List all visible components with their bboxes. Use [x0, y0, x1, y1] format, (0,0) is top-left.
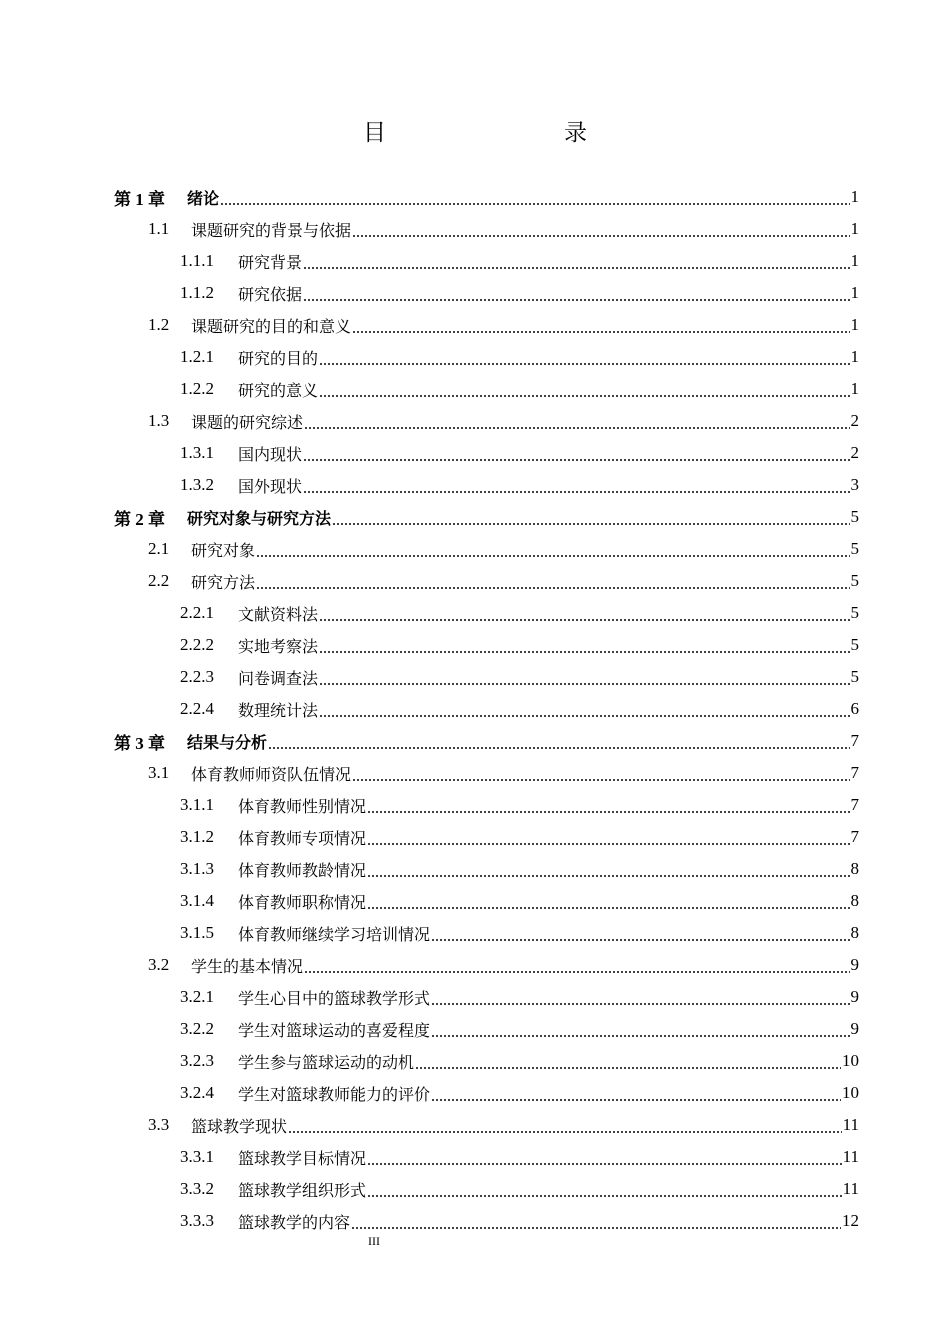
- toc-entry-page: 8: [850, 891, 859, 910]
- toc-entry-page: 1: [850, 347, 859, 366]
- toc-leader-dots: [431, 939, 849, 941]
- toc-entry-title: 学生心目中的篮球教学形式: [238, 988, 431, 1008]
- toc-entry[interactable]: [114, 726, 859, 756]
- toc-entry-title: 学生对篮球运动的喜爱程度: [238, 1020, 431, 1040]
- toc-leader-dots: [415, 1067, 841, 1069]
- toc-entry-page: 10: [842, 1051, 859, 1070]
- toc-entry-number: 第 2 章: [114, 509, 165, 529]
- toc-entry-number: 3.2.3: [180, 1051, 214, 1070]
- toc-leader-dots: [367, 907, 849, 909]
- toc-entry-number: 1.2.2: [180, 379, 214, 398]
- toc-entry[interactable]: [180, 886, 859, 916]
- toc-leader-dots: [304, 971, 849, 973]
- toc-leader-dots: [332, 523, 849, 525]
- toc-entry-page: 5: [850, 507, 859, 526]
- toc-entry-number: 1.3: [148, 411, 170, 430]
- toc-entry-title: 国外现状: [238, 476, 303, 496]
- toc-entry-number: 3.1.1: [180, 795, 214, 814]
- toc-title: 目 录: [363, 120, 631, 146]
- toc-entry-title: 体育教师性别情况: [238, 796, 367, 816]
- toc-entry[interactable]: [180, 854, 859, 884]
- toc-entry[interactable]: [180, 470, 859, 500]
- toc-leader-dots: [256, 555, 849, 557]
- toc-entry-page: 1: [850, 315, 859, 334]
- toc-entry-page: 1: [850, 219, 859, 238]
- toc-entry-number: 3.2.1: [180, 987, 214, 1006]
- toc-entry[interactable]: [114, 182, 859, 212]
- toc-entry[interactable]: [180, 918, 859, 948]
- toc-entry-number: 3.1: [148, 763, 170, 782]
- toc-entry[interactable]: [148, 1110, 859, 1140]
- toc-entry-number: 3.3: [148, 1115, 170, 1134]
- toc-entry[interactable]: [180, 630, 859, 660]
- toc-entry-title: 研究依据: [238, 284, 303, 304]
- toc-entry[interactable]: [180, 1174, 859, 1204]
- toc-entry-title: 篮球教学目标情况: [238, 1148, 367, 1168]
- toc-leader-dots: [303, 299, 849, 301]
- toc-entry-title: 数理统计法: [238, 700, 319, 720]
- toc-entry[interactable]: [180, 1142, 859, 1172]
- toc-leader-dots: [319, 715, 849, 717]
- toc-entry-page: 12: [842, 1211, 859, 1230]
- toc-entry-page: 9: [850, 955, 859, 974]
- toc-leader-dots: [431, 1099, 841, 1101]
- toc-leader-dots: [367, 875, 849, 877]
- toc-leader-dots: [303, 459, 849, 461]
- toc-entry-title: 国内现状: [238, 444, 303, 464]
- toc-entry[interactable]: [148, 758, 859, 788]
- toc-entry-page: 1: [850, 379, 859, 398]
- toc-entry-page: 8: [850, 859, 859, 878]
- toc-entry[interactable]: [180, 822, 859, 852]
- toc-entry[interactable]: [148, 950, 859, 980]
- toc-entry-page: 9: [850, 1019, 859, 1038]
- toc-entry[interactable]: [148, 534, 859, 564]
- toc-leader-dots: [367, 1163, 842, 1165]
- toc-entry-page: 9: [850, 987, 859, 1006]
- toc-entry-title: 学生的基本情况: [191, 956, 304, 976]
- toc-entry[interactable]: [180, 598, 859, 628]
- toc-entry-title: 研究方法: [191, 572, 256, 592]
- toc-entry-number: 1.3.2: [180, 475, 214, 494]
- toc-entry[interactable]: [180, 1206, 859, 1236]
- toc-entry-number: 1.1: [148, 219, 170, 238]
- toc-entry[interactable]: [114, 502, 859, 532]
- toc-entry[interactable]: [180, 694, 859, 724]
- toc-entry-number: 3.1.3: [180, 859, 214, 878]
- toc-leader-dots: [431, 1035, 849, 1037]
- toc-entry[interactable]: [148, 214, 859, 244]
- toc-entry-title: 结果与分析: [187, 732, 268, 752]
- toc-entry-number: 第 3 章: [114, 733, 165, 753]
- toc-entry[interactable]: [148, 566, 859, 596]
- toc-entry-page: 5: [850, 603, 859, 622]
- toc-entry[interactable]: [180, 438, 859, 468]
- toc-entry-title: 课题的研究综述: [191, 412, 304, 432]
- toc-entry-page: 5: [850, 667, 859, 686]
- toc-entry-title: 问卷调查法: [238, 668, 319, 688]
- toc-entry-page: 8: [850, 923, 859, 942]
- toc-entry[interactable]: [180, 662, 859, 692]
- toc-leader-dots: [256, 587, 849, 589]
- toc-leader-dots: [367, 843, 849, 845]
- toc-entry-title: 篮球教学组织形式: [238, 1180, 367, 1200]
- toc-leader-dots: [319, 619, 849, 621]
- toc-entry[interactable]: [180, 374, 859, 404]
- toc-entry-page: 11: [842, 1179, 859, 1198]
- toc-entry-title: 体育教师师资队伍情况: [191, 764, 352, 784]
- toc-leader-dots: [367, 811, 849, 813]
- toc-leader-dots: [352, 235, 849, 237]
- toc-leader-dots: [319, 395, 849, 397]
- page-number-footer: III: [368, 1234, 380, 1248]
- toc-entry-number: 3.3.1: [180, 1147, 214, 1166]
- toc-entry-page: 2: [850, 411, 859, 430]
- toc-leader-dots: [288, 1131, 842, 1133]
- toc-entry-page: 7: [850, 795, 859, 814]
- toc-leader-dots: [367, 1195, 842, 1197]
- toc-entry-number: 1.2: [148, 315, 170, 334]
- toc-entry-page: 1: [850, 283, 859, 302]
- toc-entry-title: 课题研究的背景与依据: [191, 220, 352, 240]
- toc-entry-number: 2.2: [148, 571, 170, 590]
- toc-entry-title: 体育教师继续学习培训情况: [238, 924, 431, 944]
- toc-entry-page: 5: [850, 539, 859, 558]
- toc-entry-title: 体育教师教龄情况: [238, 860, 367, 880]
- toc-entry-title: 研究的目的: [238, 348, 319, 368]
- toc-leader-dots: [303, 267, 849, 269]
- toc-entry-number: 3.2.4: [180, 1083, 214, 1102]
- toc-entry-title: 研究对象与研究方法: [187, 508, 332, 528]
- toc-entry-title: 篮球教学现状: [191, 1116, 288, 1136]
- toc-entry-number: 1.3.1: [180, 443, 214, 462]
- toc-entry-page: 6: [850, 699, 859, 718]
- toc-entry-title: 研究背景: [238, 252, 303, 272]
- toc-entry[interactable]: [180, 278, 859, 308]
- toc-entry[interactable]: [180, 1014, 859, 1044]
- toc-entry-number: 3.1.4: [180, 891, 214, 910]
- toc-entry[interactable]: [148, 406, 859, 436]
- toc-leader-dots: [352, 779, 849, 781]
- toc-entry[interactable]: [180, 982, 859, 1012]
- toc-entry-page: 1: [850, 187, 859, 206]
- toc-entry[interactable]: [180, 790, 859, 820]
- toc-entry[interactable]: [180, 342, 859, 372]
- toc-leader-dots: [319, 363, 849, 365]
- toc-entry-page: 11: [842, 1147, 859, 1166]
- toc-leader-dots: [319, 683, 849, 685]
- toc-entry-number: 2.2.3: [180, 667, 214, 686]
- toc-leader-dots: [303, 491, 849, 493]
- toc-entry-number: 3.1.5: [180, 923, 214, 942]
- toc-entry-page: 11: [842, 1115, 859, 1134]
- toc-entry-title: 篮球教学的内容: [238, 1212, 351, 1232]
- toc-entry[interactable]: [180, 246, 859, 276]
- toc-entry-number: 3.2.2: [180, 1019, 214, 1038]
- toc-entry-number: 2.2.2: [180, 635, 214, 654]
- toc-entry-number: 1.2.1: [180, 347, 214, 366]
- toc-entry-number: 3.1.2: [180, 827, 214, 846]
- toc-entry-page: 5: [850, 571, 859, 590]
- toc-entry-title: 学生参与篮球运动的动机: [238, 1052, 415, 1072]
- toc-entry-title: 研究对象: [191, 540, 256, 560]
- toc-leader-dots: [319, 651, 849, 653]
- toc-entry[interactable]: [180, 1046, 859, 1076]
- toc-entry-number: 2.2.1: [180, 603, 214, 622]
- toc-entry-number: 第 1 章: [114, 189, 165, 209]
- toc-entry-title: 文献资料法: [238, 604, 319, 624]
- toc-leader-dots: [352, 331, 849, 333]
- toc-entry-page: 1: [850, 251, 859, 270]
- toc-leader-dots: [351, 1227, 841, 1229]
- toc-entry-number: 2.1: [148, 539, 170, 558]
- toc-entry-title: 体育教师职称情况: [238, 892, 367, 912]
- toc-entry-title: 体育教师专项情况: [238, 828, 367, 848]
- toc-entry-number: 2.2.4: [180, 699, 214, 718]
- toc-entry-number: 3.3.2: [180, 1179, 214, 1198]
- toc-entry-page: 2: [850, 443, 859, 462]
- toc-entry[interactable]: [148, 310, 859, 340]
- toc-entry-title: 绪论: [187, 188, 220, 208]
- toc-entry-number: 1.1.1: [180, 251, 214, 270]
- toc-entry-number: 3.3.3: [180, 1211, 214, 1230]
- toc-entry-title: 学生对篮球教师能力的评价: [238, 1084, 431, 1104]
- toc-entry-page: 7: [850, 731, 859, 750]
- toc-entry-title: 实地考察法: [238, 636, 319, 656]
- toc-leader-dots: [268, 747, 849, 749]
- toc-entry-page: 10: [842, 1083, 859, 1102]
- toc-leader-dots: [431, 1003, 849, 1005]
- toc-entry-page: 7: [850, 763, 859, 782]
- toc-leader-dots: [304, 427, 849, 429]
- toc-entry-page: 3: [850, 475, 859, 494]
- toc-entry-number: 3.2: [148, 955, 170, 974]
- toc-entry[interactable]: [180, 1078, 859, 1108]
- toc-entry-page: 5: [850, 635, 859, 654]
- toc-entry-page: 7: [850, 827, 859, 846]
- toc-entry-number: 1.1.2: [180, 283, 214, 302]
- toc-entry-title: 研究的意义: [238, 380, 319, 400]
- toc-entry-title: 课题研究的目的和意义: [191, 316, 352, 336]
- toc-leader-dots: [220, 203, 849, 205]
